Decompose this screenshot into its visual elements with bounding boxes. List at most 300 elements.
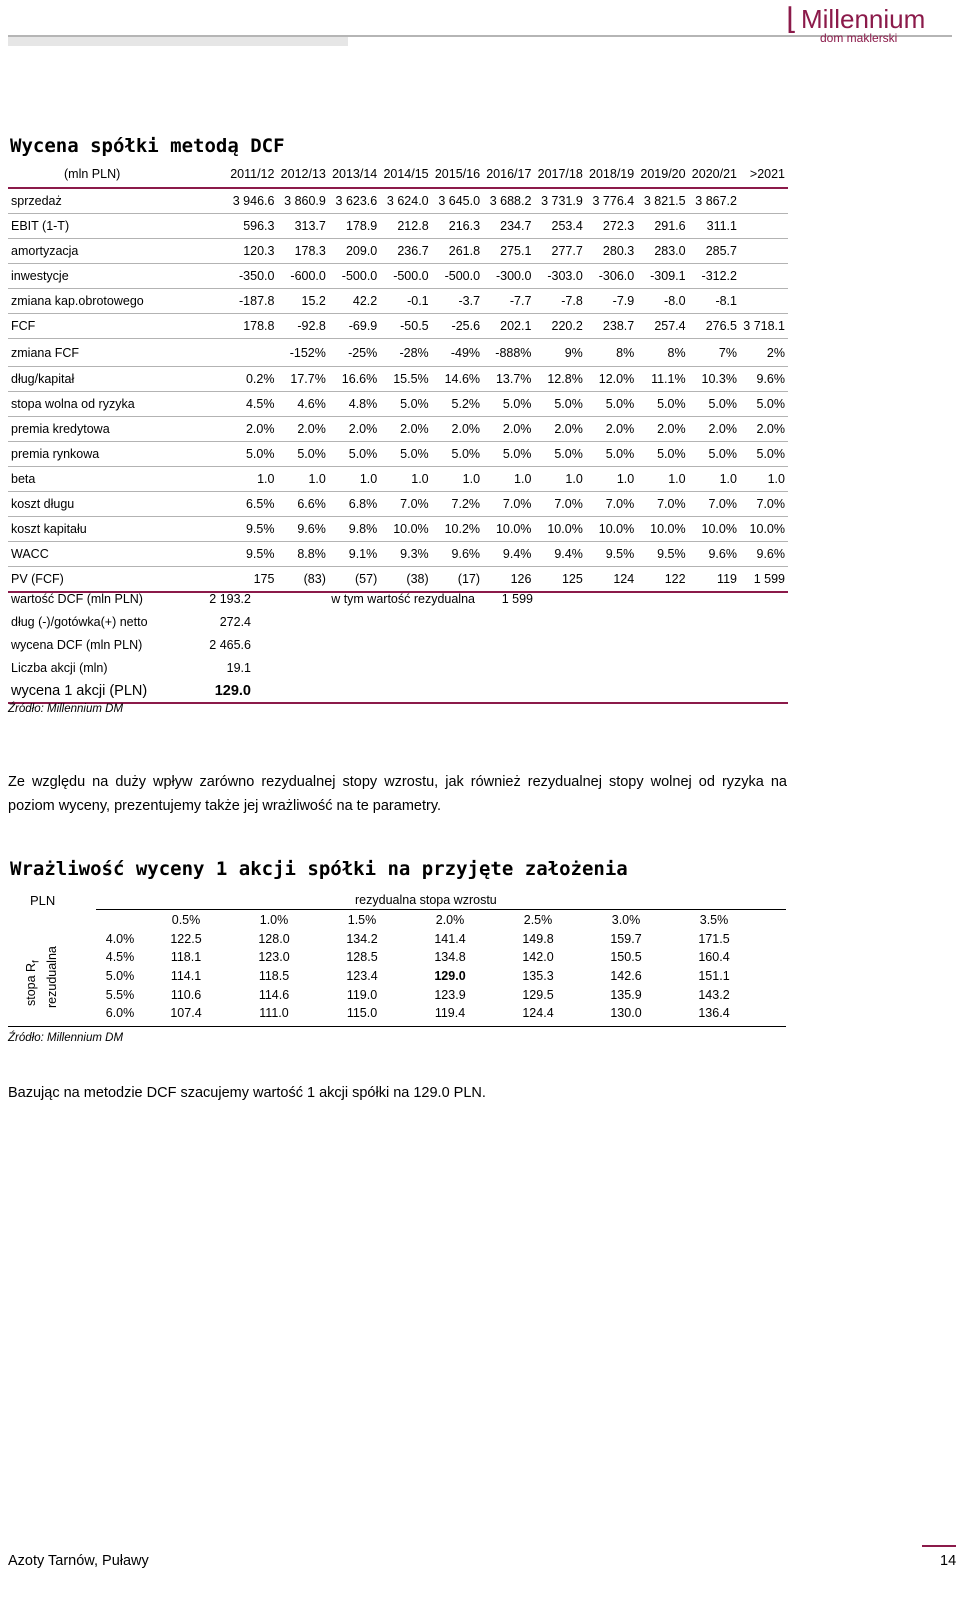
dcf-cell: 5.0% xyxy=(483,442,534,467)
dcf-cell: 7% xyxy=(689,339,740,367)
dcf-cell: (83) xyxy=(277,567,328,593)
dcf-row xyxy=(8,392,788,417)
sensitivity-cell: 135.3 xyxy=(522,969,554,984)
dcf-cell: 9.3% xyxy=(380,542,431,567)
dcf-cell: 2% xyxy=(740,339,788,367)
sensitivity-cell: 135.9 xyxy=(610,987,642,1002)
dcf-cell: 175 xyxy=(227,567,277,593)
dcf-cell: -350.0 xyxy=(227,264,277,289)
dcf-cell: 3 623.6 xyxy=(329,188,380,214)
dcf-cell: 277.7 xyxy=(534,239,585,264)
paragraph-conclusion: Bazując na metodzie DCF szacujemy wartość 1 akcji spółki na 129.0 PLN. xyxy=(8,1085,486,1101)
dcf-cell: 12.0% xyxy=(586,367,637,392)
dcf-cell: 3 731.9 xyxy=(534,188,585,214)
dcf-cell: 17.7% xyxy=(277,367,328,392)
dcf-cell: 5.0% xyxy=(483,392,534,417)
sensitivity-cell: 160.4 xyxy=(698,950,730,965)
sensitivity-cell: 150.5 xyxy=(610,950,642,965)
dcf-cell: -3.7 xyxy=(432,289,483,314)
dcf-cell: 10.0% xyxy=(637,517,688,542)
sensitivity-top-line xyxy=(96,909,786,910)
brand-logo xyxy=(786,2,956,46)
dcf-cell: 16.6% xyxy=(329,367,380,392)
dcf-cell: 212.8 xyxy=(380,214,431,239)
dcf-cell: 3 867.2 xyxy=(689,188,740,214)
dcf-cell: 275.1 xyxy=(483,239,534,264)
dcf-cell: 7.0% xyxy=(637,492,688,517)
dcf-cell: -8.0 xyxy=(637,289,688,314)
dcf-row-label: koszt kapitału xyxy=(8,517,227,542)
dcf-cell: 8% xyxy=(637,339,688,367)
dcf-cell: 236.7 xyxy=(380,239,431,264)
dcf-cell: 9.5% xyxy=(227,517,277,542)
dcf-cell: 1.0 xyxy=(227,467,277,492)
residual-label: w tym wartość rezydualna xyxy=(331,591,475,606)
dcf-cell: -600.0 xyxy=(277,264,328,289)
dcf-cell: 126 xyxy=(483,567,534,593)
dcf-cell: 3 688.2 xyxy=(483,188,534,214)
dcf-cell: 5.0% xyxy=(277,442,328,467)
dcf-cell: 9.6% xyxy=(740,542,788,567)
dcf-row-label: inwestycje xyxy=(8,264,227,289)
dcf-cell: 7.2% xyxy=(432,492,483,517)
dcf-row xyxy=(8,239,788,264)
sensitivity-cell: 119.4 xyxy=(434,1006,466,1021)
sensitivity-cell: 110.6 xyxy=(170,987,202,1002)
dcf-cell: -8.1 xyxy=(689,289,740,314)
dcf-cell: 1 599 xyxy=(740,567,788,593)
sensitivity-cell: 134.2 xyxy=(346,931,378,946)
sensitivity-col-header: 0.5% xyxy=(171,913,201,928)
dcf-cell: 202.1 xyxy=(483,314,534,339)
dcf-year-header: 2017/18 xyxy=(537,167,583,181)
dcf-cell: 10.0% xyxy=(586,517,637,542)
sensitivity-row-title xyxy=(24,960,41,1006)
dcf-unit-label: (mln PLN) xyxy=(64,167,121,181)
dcf-cell: -187.8 xyxy=(227,289,277,314)
dcf-cell: 1.0 xyxy=(586,467,637,492)
dcf-cell: 5.0% xyxy=(329,442,380,467)
dcf-cell: 285.7 xyxy=(689,239,740,264)
footer-company: Azoty Tarnów, Puławy xyxy=(8,1553,149,1569)
dcf-header-row xyxy=(8,161,788,188)
sensitivity-corner xyxy=(98,911,142,930)
dcf-cell: 15.5% xyxy=(380,367,431,392)
dcf-cell: 3 776.4 xyxy=(586,188,637,214)
dcf-cell: 291.6 xyxy=(637,214,688,239)
sensitivity-source: Źródło: Millennium DM xyxy=(8,1032,124,1044)
sensitivity-cell: 171.5 xyxy=(698,931,730,946)
sensitivity-cell: 111.0 xyxy=(259,1006,289,1021)
dcf-cell: 5.0% xyxy=(380,442,431,467)
dcf-cell: 9.6% xyxy=(432,542,483,567)
dcf-cell: 238.7 xyxy=(586,314,637,339)
dcf-cell xyxy=(740,239,788,264)
dcf-cell: -152% xyxy=(277,339,328,367)
dcf-cell: 2.0% xyxy=(380,417,431,442)
dcf-year-header: 2014/15 xyxy=(383,167,429,181)
dcf-cell: 9.4% xyxy=(483,542,534,567)
dcf-row xyxy=(8,314,788,339)
dcf-cell: 5.0% xyxy=(380,392,431,417)
dcf-row-label: premia rynkowa xyxy=(8,442,227,467)
dcf-cell: -500.0 xyxy=(432,264,483,289)
dcf-cell: 5.0% xyxy=(689,442,740,467)
debt-value: 272.4 xyxy=(219,614,251,629)
dcf-row xyxy=(8,442,788,467)
dcf-cell: 4.5% xyxy=(227,392,277,417)
sensitivity-cell: 115.0 xyxy=(346,1006,378,1021)
dcf-cell: 2.0% xyxy=(483,417,534,442)
dcf-cell: 3 645.0 xyxy=(432,188,483,214)
sensitivity-cell: 151.1 xyxy=(698,969,730,984)
sensitivity-row-title-1: stopa R xyxy=(24,962,38,1006)
dcf-cell: 120.3 xyxy=(227,239,277,264)
sensitivity-title: Wrażliwość wyceny 1 akcji spółki na przyjęte założenia xyxy=(10,858,628,880)
dcf-cell: 1.0 xyxy=(483,467,534,492)
dcf-cell: 6.6% xyxy=(277,492,328,517)
dcf-cell: 596.3 xyxy=(227,214,277,239)
sensitivity-cell: 128.0 xyxy=(258,931,290,946)
dcf-cell: 9.6% xyxy=(689,542,740,567)
sensitivity-row xyxy=(98,1004,758,1023)
sensitivity-header-row xyxy=(98,911,758,930)
sensitivity-cell: 129.5 xyxy=(522,987,554,1002)
dcf-value: 2 193.2 xyxy=(209,591,251,606)
sensitivity-unit: PLN xyxy=(30,893,56,908)
dcf-cell: -312.2 xyxy=(689,264,740,289)
sensitivity-cell: 107.4 xyxy=(170,1006,202,1021)
dcf-row-label: FCF xyxy=(8,314,227,339)
dcf-cell: 5.0% xyxy=(227,442,277,467)
dcf-cell: 257.4 xyxy=(637,314,688,339)
dcf-row-label: amortyzacja xyxy=(8,239,227,264)
dcf-cell: -7.7 xyxy=(483,289,534,314)
dcf-row-label: koszt długu xyxy=(8,492,227,517)
dcf-cell: 1.0 xyxy=(689,467,740,492)
dcf-cell: 7.0% xyxy=(380,492,431,517)
sensitivity-cell: 128.5 xyxy=(346,950,378,965)
sensitivity-row xyxy=(98,948,758,967)
dcf-cell: 7.0% xyxy=(483,492,534,517)
dcf-cell: 272.3 xyxy=(586,214,637,239)
dcf-row-label: stopa wolna od ryzyka xyxy=(8,392,227,417)
footer-accent xyxy=(922,1545,956,1547)
sensitivity-cell: 141.4 xyxy=(434,931,466,946)
dcf-cell xyxy=(740,214,788,239)
dcf-cell: 9.5% xyxy=(637,542,688,567)
dcf-year-header: 2012/13 xyxy=(280,167,326,181)
dcf-cell: 10.0% xyxy=(534,517,585,542)
sensitivity-row-rate: 5.5% xyxy=(105,987,135,1002)
dcf-cell: 10.0% xyxy=(689,517,740,542)
valuation-value: 2 465.6 xyxy=(209,637,251,652)
dcf-cell: 283.0 xyxy=(637,239,688,264)
debt-label: dług (-)/gotówka(+) netto xyxy=(11,614,148,629)
dcf-row-label: PV (FCF) xyxy=(8,567,227,593)
dcf-cell: 3 718.1 xyxy=(740,314,788,339)
dcf-cell: 253.4 xyxy=(534,214,585,239)
dcf-row-label: EBIT (1-T) xyxy=(8,214,227,239)
dcf-cell: 15.2 xyxy=(277,289,328,314)
dcf-cell: 5.0% xyxy=(740,392,788,417)
residual-value: 1 599 xyxy=(501,591,533,606)
dcf-cell: -69.9 xyxy=(329,314,380,339)
dcf-cell: 3 946.6 xyxy=(227,188,277,214)
dcf-cell: -25.6 xyxy=(432,314,483,339)
dcf-cell: 3 624.0 xyxy=(380,188,431,214)
dcf-cell: 3 821.5 xyxy=(637,188,688,214)
dcf-cell: 9% xyxy=(534,339,585,367)
dcf-row xyxy=(8,339,788,367)
sensitivity-row-rate: 4.5% xyxy=(105,950,135,965)
sensitivity-cell: 142.6 xyxy=(610,969,642,984)
dcf-row-label: zmiana FCF xyxy=(8,339,227,367)
dcf-cell: 1.0 xyxy=(432,467,483,492)
dcf-cell: 0.2% xyxy=(227,367,277,392)
dcf-row xyxy=(8,367,788,392)
dcf-cell: 276.5 xyxy=(689,314,740,339)
dcf-cell: 9.8% xyxy=(329,517,380,542)
dcf-cell: 2.0% xyxy=(689,417,740,442)
dcf-cell: 10.3% xyxy=(689,367,740,392)
dcf-cell: 216.3 xyxy=(432,214,483,239)
sensitivity-row-rate: 5.0% xyxy=(105,969,135,984)
dcf-cell: 5.0% xyxy=(637,392,688,417)
dcf-cell: -92.8 xyxy=(277,314,328,339)
sensitivity-cell: 123.0 xyxy=(258,950,290,965)
sensitivity-cell: 119.0 xyxy=(346,987,378,1002)
dcf-cell: 5.0% xyxy=(534,442,585,467)
sensitivity-cell: 159.7 xyxy=(610,931,642,946)
dcf-cell: -300.0 xyxy=(483,264,534,289)
dcf-cell: 8% xyxy=(586,339,637,367)
dcf-row xyxy=(8,417,788,442)
dcf-row-label: beta xyxy=(8,467,227,492)
dcf-cell: 11.1% xyxy=(637,367,688,392)
dcf-cell: 7.0% xyxy=(689,492,740,517)
dcf-cell: 1.0 xyxy=(277,467,328,492)
dcf-cell: -25% xyxy=(329,339,380,367)
dcf-cell: 5.0% xyxy=(637,442,688,467)
dcf-row-label: premia kredytowa xyxy=(8,417,227,442)
sensitivity-cell: 114.6 xyxy=(258,987,290,1002)
dcf-cell: 124 xyxy=(586,567,637,593)
sensitivity-cell: 122.5 xyxy=(170,931,202,946)
dcf-year-header: 2016/17 xyxy=(486,167,532,181)
dcf-cell: (57) xyxy=(329,567,380,593)
dcf-cell: 6.5% xyxy=(227,492,277,517)
dcf-cell: (17) xyxy=(432,567,483,593)
dcf-cell: 119 xyxy=(689,567,740,593)
sensitivity-cell: 136.4 xyxy=(698,1006,730,1021)
dcf-cell: -309.1 xyxy=(637,264,688,289)
dcf-cell: 261.8 xyxy=(432,239,483,264)
sensitivity-table xyxy=(98,911,758,1023)
sensitivity-bottom-line xyxy=(8,1026,786,1027)
shares-value: 19.1 xyxy=(226,660,251,675)
dcf-row xyxy=(8,214,788,239)
dcf-cell: 7.0% xyxy=(534,492,585,517)
dcf-cell: 2.0% xyxy=(277,417,328,442)
dcf-cell: 7.0% xyxy=(586,492,637,517)
dcf-cell: 2.0% xyxy=(329,417,380,442)
dcf-cell: -888% xyxy=(483,339,534,367)
dcf-cell: -28% xyxy=(380,339,431,367)
sensitivity-col-header: 2.5% xyxy=(523,913,553,928)
dcf-cell: 280.3 xyxy=(586,239,637,264)
dcf-cell: -303.0 xyxy=(534,264,585,289)
sensitivity-row-title-sub: f xyxy=(30,960,41,963)
dcf-cell xyxy=(740,188,788,214)
dcf-cell: 6.8% xyxy=(329,492,380,517)
dcf-cell: 9.5% xyxy=(586,542,637,567)
dcf-cell: 2.0% xyxy=(534,417,585,442)
dcf-cell: 220.2 xyxy=(534,314,585,339)
dcf-cell: 5.0% xyxy=(689,392,740,417)
brand-swoosh: ⌊ xyxy=(786,3,798,36)
dcf-cell: 9.4% xyxy=(534,542,585,567)
sensitivity-col-title: rezydualna stopa wzrostu xyxy=(355,893,497,907)
dcf-cell: 5.0% xyxy=(740,442,788,467)
dcf-cell: (38) xyxy=(380,567,431,593)
dcf-cell: 125 xyxy=(534,567,585,593)
dcf-value-label: wartość DCF (mln PLN) xyxy=(11,591,143,606)
dcf-cell: 1.0 xyxy=(534,467,585,492)
dcf-cell: 1.0 xyxy=(740,467,788,492)
dcf-cell: 311.1 xyxy=(689,214,740,239)
valuation-label: wycena DCF (mln PLN) xyxy=(11,637,143,652)
dcf-cell: 209.0 xyxy=(329,239,380,264)
sensitivity-row xyxy=(98,985,758,1004)
sensitivity-col-header: 1.5% xyxy=(347,913,377,928)
dcf-year-header: 2015/16 xyxy=(434,167,481,181)
dcf-cell: -49% xyxy=(432,339,483,367)
dcf-year-header: 2018/19 xyxy=(589,167,635,181)
shares-label: Liczba akcji (mln) xyxy=(11,660,108,675)
dcf-cell: 1.0 xyxy=(637,467,688,492)
sensitivity-cell: 129.0 xyxy=(434,969,466,984)
dcf-cell: 4.6% xyxy=(277,392,328,417)
dcf-summary xyxy=(8,587,788,704)
dcf-cell: 5.2% xyxy=(432,392,483,417)
dcf-cell: -7.8 xyxy=(534,289,585,314)
sensitivity-cell: 124.4 xyxy=(522,1006,554,1021)
brand-sub: dom maklerski xyxy=(820,31,898,45)
dcf-cell: -0.1 xyxy=(380,289,431,314)
dcf-cell: -50.5 xyxy=(380,314,431,339)
dcf-cell: 8.8% xyxy=(277,542,328,567)
sensitivity-row-rate: 4.0% xyxy=(105,931,135,946)
dcf-cell: 2.0% xyxy=(432,417,483,442)
sensitivity-cell: 134.8 xyxy=(434,950,466,965)
dcf-year-header: 2020/21 xyxy=(691,167,737,181)
dcf-year-header: 2019/20 xyxy=(640,167,686,181)
dcf-cell: 1.0 xyxy=(380,467,431,492)
dcf-cell: 4.8% xyxy=(329,392,380,417)
footer-page-number: 14 xyxy=(940,1553,957,1569)
dcf-cell: 10.0% xyxy=(740,517,788,542)
dcf-row xyxy=(8,467,788,492)
sensitivity-cell: 118.1 xyxy=(170,950,202,965)
dcf-cell: 9.6% xyxy=(740,367,788,392)
dcf-cell: 5.0% xyxy=(586,392,637,417)
dcf-row xyxy=(8,289,788,314)
dcf-row-label: dług/kapitał xyxy=(8,367,227,392)
sensitivity-cell: 142.0 xyxy=(522,950,554,965)
sensitivity-cell: 143.2 xyxy=(698,987,730,1002)
dcf-cell xyxy=(740,289,788,314)
dcf-row-label: zmiana kap.obrotowego xyxy=(8,289,227,314)
sensitivity-row xyxy=(98,967,758,986)
sensitivity-cell: 118.5 xyxy=(258,969,290,984)
dcf-source: Źródło: Millennium DM xyxy=(8,703,124,715)
per-share-label: wycena 1 akcji (PLN) xyxy=(8,679,174,703)
dcf-cell: 313.7 xyxy=(277,214,328,239)
dcf-cell: 178.8 xyxy=(227,314,277,339)
per-share-value: 129.0 xyxy=(174,679,254,703)
dcf-row xyxy=(8,517,788,542)
sensitivity-col-header: 1.0% xyxy=(259,913,289,928)
sensitivity-cell: 130.0 xyxy=(610,1006,642,1021)
dcf-year-header: >2021 xyxy=(749,167,785,181)
dcf-cell: 2.0% xyxy=(740,417,788,442)
dcf-cell: 9.6% xyxy=(277,517,328,542)
dcf-cell: 5.0% xyxy=(432,442,483,467)
dcf-year-header: 2013/14 xyxy=(332,167,378,181)
sensitivity-cell: 123.4 xyxy=(346,969,378,984)
sensitivity-row xyxy=(98,930,758,949)
dcf-cell: -306.0 xyxy=(586,264,637,289)
dcf-title: Wycena spółki metodą DCF xyxy=(10,135,285,157)
paragraph-sensitivity-intro: Ze względu na duży wpływ zarówno rezydualnej stopy wzrostu, jak również rezydualnej stopy wolnej od ryzyka na poziom wyceny, prezentujemy także jej wrażliwość na te parametry. xyxy=(8,774,787,814)
sensitivity-row-rate: 6.0% xyxy=(105,1006,135,1021)
dcf-table xyxy=(8,161,788,593)
dcf-cell: 234.7 xyxy=(483,214,534,239)
dcf-cell: 2.0% xyxy=(227,417,277,442)
dcf-cell: -500.0 xyxy=(380,264,431,289)
sensitivity-col-header: 3.5% xyxy=(699,913,729,928)
sensitivity-col-header: 2.0% xyxy=(435,913,465,928)
sensitivity-col-header: 3.0% xyxy=(611,913,641,928)
dcf-cell: -500.0 xyxy=(329,264,380,289)
dcf-cell: 10.2% xyxy=(432,517,483,542)
dcf-cell: 3 860.9 xyxy=(277,188,328,214)
dcf-cell: 2.0% xyxy=(637,417,688,442)
dcf-cell: 2.0% xyxy=(586,417,637,442)
dcf-cell: 1.0 xyxy=(329,467,380,492)
dcf-cell: 178.3 xyxy=(277,239,328,264)
dcf-row xyxy=(8,264,788,289)
dcf-cell: 13.7% xyxy=(483,367,534,392)
dcf-row xyxy=(8,492,788,517)
dcf-cell: 7.0% xyxy=(740,492,788,517)
dcf-year-header: 2011/12 xyxy=(230,167,275,181)
dcf-cell: 10.0% xyxy=(380,517,431,542)
dcf-cell: -7.9 xyxy=(586,289,637,314)
sensitivity-cell: 149.8 xyxy=(522,931,554,946)
dcf-cell: 122 xyxy=(637,567,688,593)
dcf-cell: 42.2 xyxy=(329,289,380,314)
dcf-row-label: WACC xyxy=(8,542,227,567)
sensitivity-cell: 114.1 xyxy=(170,969,202,984)
dcf-row xyxy=(8,542,788,567)
dcf-cell xyxy=(227,339,277,367)
dcf-cell: 9.5% xyxy=(227,542,277,567)
dcf-cell: 10.0% xyxy=(483,517,534,542)
sensitivity-row-title-2: rezudualna xyxy=(45,946,59,1008)
dcf-cell: 5.0% xyxy=(534,392,585,417)
